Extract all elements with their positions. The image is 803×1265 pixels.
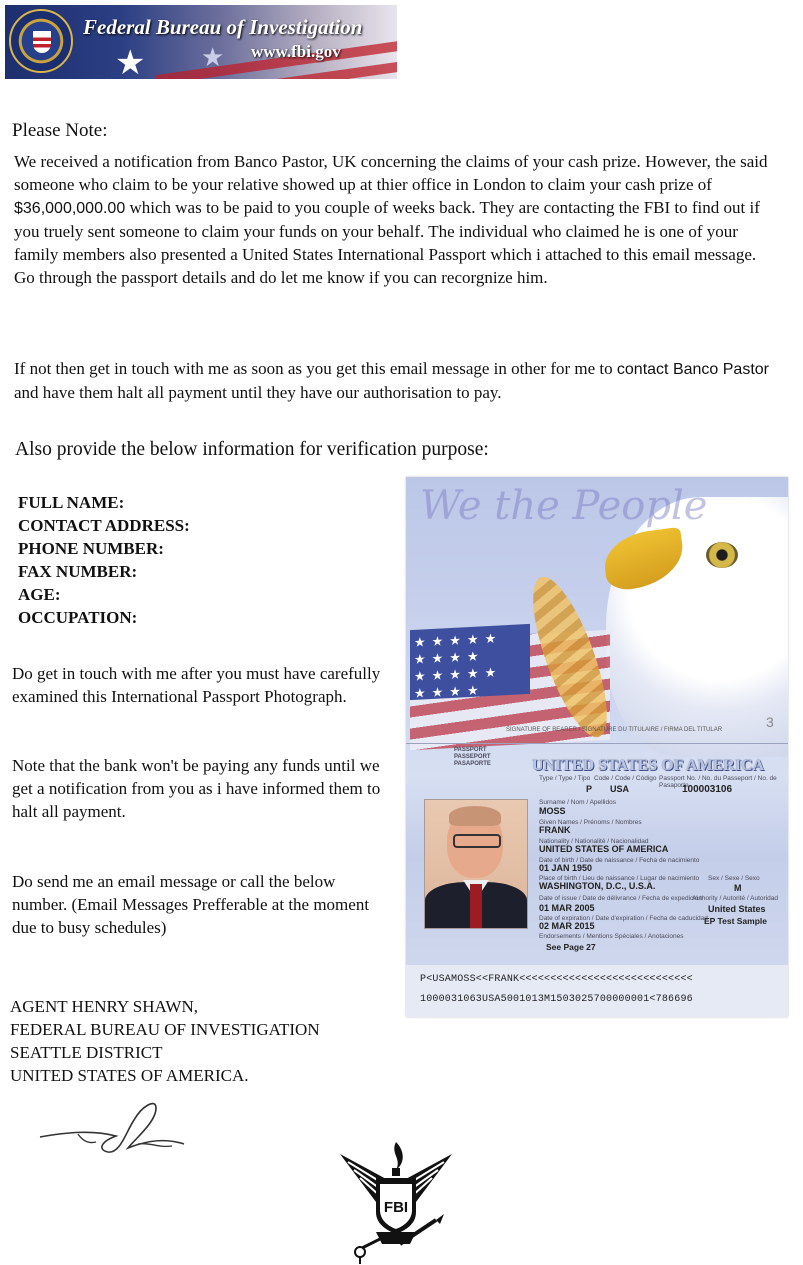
bearer-photo — [424, 799, 528, 929]
handwritten-signature — [38, 1092, 188, 1162]
star-icon: ★ — [115, 45, 146, 79]
field-occupation: OCCUPATION: — [18, 608, 138, 627]
bank-link[interactable]: contact Banco Pastor — [616, 361, 769, 378]
label-given-names: Given Names / Prénoms / Nombres — [539, 819, 642, 826]
value-passport-no: 100003106 — [682, 784, 733, 795]
paragraph-text: If not then get in touch with me as soon as you get this email message in other for me to — [14, 359, 617, 378]
field-age: AGE: — [18, 585, 61, 604]
star-icon: ★ — [201, 43, 225, 72]
label-authority: Authority / Autorité / Autoridad — [692, 895, 778, 902]
photo-hair — [449, 806, 501, 826]
agent-signature-block — [10, 995, 320, 1087]
mrz-line-2: 1000031063USA5001013M1503025700000001<786696 — [420, 994, 693, 1005]
signature-caption: SIGNATURE OF BEARER / SIGNATURE DU TITULAIRE / FIRMA DEL TITULAR — [506, 727, 723, 733]
emblem-fbi-text: FBI — [383, 1199, 409, 1216]
value-dob: 01 JAN 1950 — [539, 863, 593, 873]
label-sex: Sex / Sexe / Sexo — [708, 875, 760, 882]
label-pob: Place of birth / Lieu de naissance / Lugar de nacimiento — [539, 875, 700, 882]
field-fax-number: FAX NUMBER: — [18, 562, 138, 581]
label-endorsements: Endorsements / Mentions Spéciales / Anotaciones — [539, 933, 684, 940]
signature-line — [406, 743, 788, 744]
value-pob: WASHINGTON, D.C., U.S.A. — [539, 881, 656, 891]
passport-image — [406, 477, 788, 1017]
sample-note: EP Test Sample — [704, 916, 767, 926]
paragraph-text: and have them halt all payment until they have our authorisation to pay. — [14, 383, 502, 402]
paragraph-text: We received a notification from Banco Pastor, UK concerning the claims of your cash prize. However, the said someone who claim to be your relative showed up at thier office in London to claim your cash prize of — [14, 152, 768, 194]
paragraph-notification — [14, 150, 774, 289]
value-expiry-date: 02 MAR 2015 — [539, 921, 595, 931]
label-type: Type / Type / Tipo — [539, 775, 591, 782]
header-url[interactable]: www.fbi.gov — [251, 42, 341, 61]
paragraph-text: which was to be paid to you couple of weeks back. They are contacting the FBI to find out if you truely sent someone to claim your funds on your behalf. The individual who claimed he is one of your family members also presented a United States International Passport which i attached to this email message. Go through the passport details and do let me know if you can recorgnize him. — [14, 198, 760, 287]
agent-name: AGENT HENRY SHAWN, — [10, 997, 198, 1016]
paragraph-bank-halt: Note that the bank won't be paying any funds until we get a notification from you as i have informed them to halt all payment. — [12, 756, 381, 821]
label-code: Code / Code / Código — [594, 775, 657, 782]
value-sex: M — [734, 883, 742, 893]
value-issue-date: 01 MAR 2005 — [539, 903, 595, 913]
doc-label: PASSPORT PASSEPORT PASAPORTE — [454, 747, 491, 767]
label-nationality: Nationality / Nationalité / Nacionalidad — [539, 838, 649, 845]
photo-glasses — [453, 834, 501, 848]
value-type: P — [586, 784, 593, 794]
paragraph-email: Do send me an email message or call the below number. (Email Messages Prefferable at the moment due to busy schedules) — [12, 872, 370, 937]
label-expiry: Date of expiration / Date d'expiration / Fecha de caducidad — [539, 915, 708, 922]
district-name: SEATTLE DISTRICT — [10, 1043, 163, 1062]
photo-tie — [470, 884, 482, 928]
value-code: USA — [610, 784, 630, 794]
fbi-eagle-emblem-icon — [336, 1140, 456, 1265]
agency-name: FEDERAL BUREAU OF INVESTIGATION — [10, 1020, 320, 1039]
country-title: UNITED STATES OF AMERICA — [532, 757, 765, 774]
paragraph-contact — [14, 357, 774, 404]
mrz-band — [406, 965, 788, 1017]
field-phone-number: PHONE NUMBER: — [18, 539, 164, 558]
passport-motto: We the People — [420, 483, 708, 529]
greeting: Please Note: — [12, 120, 108, 141]
field-full-name: FULL NAME: — [18, 493, 125, 512]
flag-stars-icon: ★★★★★ ★★★★ ★★★★★ ★★★★ — [410, 624, 530, 700]
label-dob: Date of birth / Date de naissance / Fecha de nacimiento — [539, 857, 700, 864]
fbi-header-banner — [5, 5, 397, 79]
see-page-note: See Page 27 — [546, 942, 596, 952]
field-contact-address: CONTACT ADDRESS: — [18, 516, 190, 535]
fbi-seal-icon — [9, 9, 73, 73]
verification-fields — [18, 491, 190, 629]
prize-amount: $36,000,000.00 — [14, 200, 126, 217]
mrz-line-1: P<USAMOSS<<FRANK<<<<<<<<<<<<<<<<<<<<<<<<<<<< — [420, 974, 693, 985]
page-number: 3 — [766, 714, 774, 730]
value-given-names: FRANK — [539, 825, 571, 835]
label-surname: Surname / Nom / Apellidos — [539, 799, 616, 806]
header-title: Federal Bureau of Investigation — [83, 15, 363, 39]
eagle-eye — [706, 542, 738, 568]
country-name: UNITED STATES OF AMERICA. — [10, 1066, 249, 1085]
value-nationality: UNITED STATES OF AMERICA — [539, 844, 669, 854]
paragraph-examine: Do get in touch with me after you must have carefully examined this International Passport Photograph. — [12, 664, 381, 706]
value-surname: MOSS — [539, 806, 566, 816]
value-authority: United States — [708, 904, 766, 914]
label-issue: Date of issue / Date de délivrance / Fecha de expedición — [539, 895, 702, 902]
label-passport-no: Passport No. / No. du Passeport / No. de Pasaporte — [659, 775, 777, 789]
verification-heading: Also provide the below information for verification purpose: — [15, 439, 489, 460]
